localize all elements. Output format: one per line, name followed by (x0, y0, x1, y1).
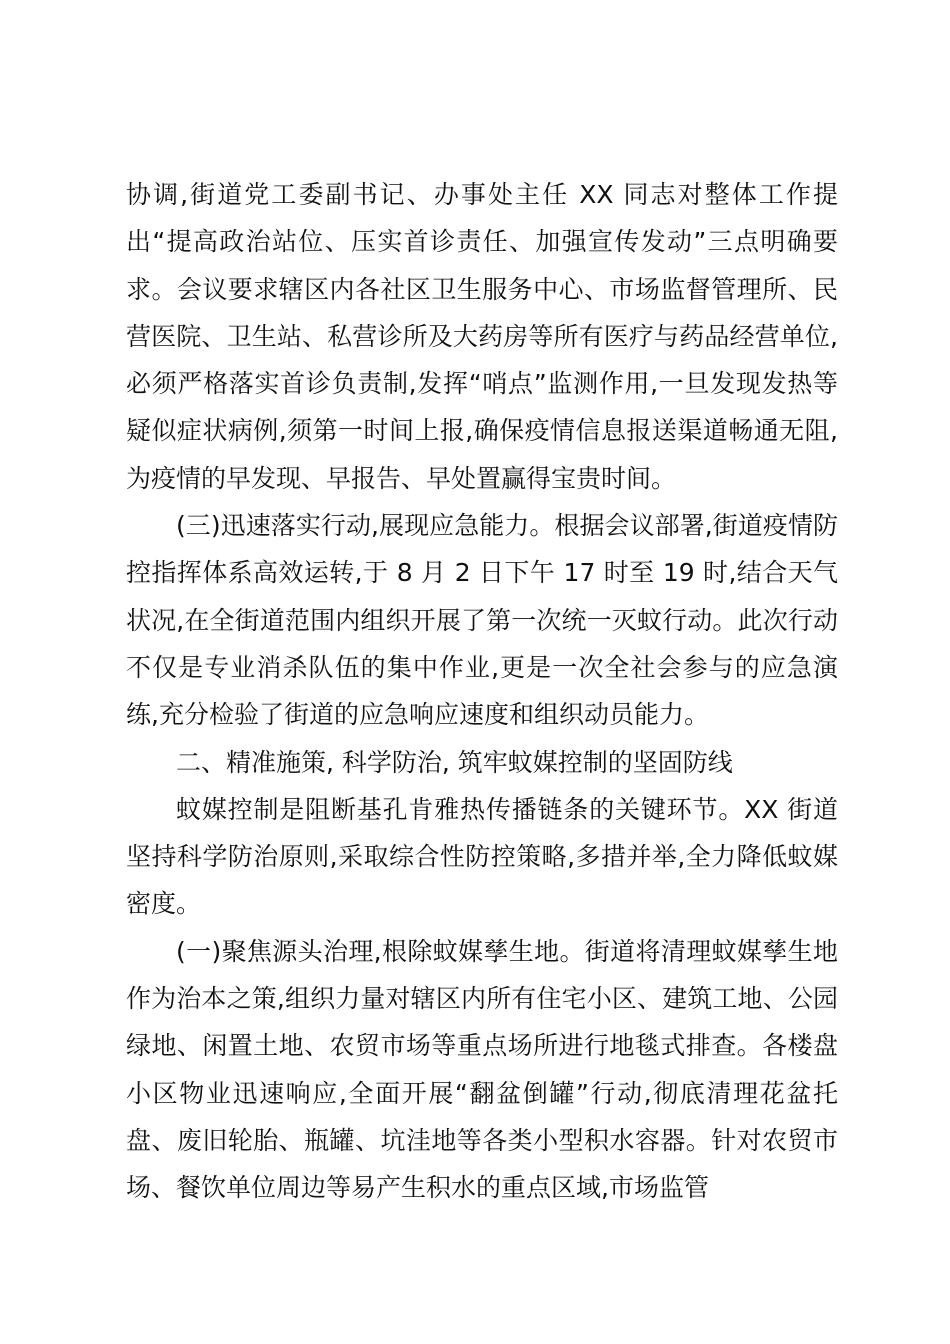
paragraph-continuation: 协调,街道党工委副书记、办事处主任 XX 同志对整体工作提出“提高政治站位、压实首诊责任、加强宣传发动”三点明确要求。会议要求辖区内各社区卫生服务中心、市场监督管理所、民营医院、卫生站、私营诊所及大药房等所有医疗与药品经营单位,必须严格落实首诊负责制,发挥“哨点”监测作用,一旦发现发热等疑似症状病例,须第一时间上报,确保疫情信息报送渠道畅通无阻,为疫情的早发现、早报告、早处置赢得宝贵时间。 (126, 180, 838, 493)
document-page (126, 171, 838, 1212)
paragraph-mosquito-control-intro: 蚊媒控制是阻断基孔肯雅热传播链条的关键环节。XX 街道坚持科学防治原则,采取综合性防控策略,多措并举,全力降低蚊媒密度。 (126, 794, 838, 919)
section-heading-two: 二、精准施策, 科学防治, 筑牢蚊媒控制的坚固防线 (176, 747, 733, 777)
paragraph-source-treatment: (一)聚焦源头治理,根除蚊媒孳生地。街道将清理蚊媒孳生地作为治本之策,组织力量对辖区内所有住宅小区、建筑工地、公园绿地、闲置土地、农贸市场等重点场所进行地毯式排查。各楼盘小区物业迅速响应,全面开展“翻盆倒罐”行动,彻底清理花盆托盘、废旧轮胎、瓶罐、坑洼地等各类小型积水容器。针对农贸市场、餐饮单位周边等易产生积水的重点区域,市场监管 (126, 936, 838, 1203)
paragraph-section-three: (三)迅速落实行动,展现应急能力。根据会议部署,街道疫情防控指挥体系高效运转,于 8 月 2 日下午 17 时至 19 时,结合天气状况,在全街道范围内组织开展了第一次统一灭蚊行动。此次行动不仅是专业消杀队伍的集中作业,更是一次全社会参与的应急演练,充分检验了街道的应急响应速度和组织动员能力。 (126, 511, 838, 730)
